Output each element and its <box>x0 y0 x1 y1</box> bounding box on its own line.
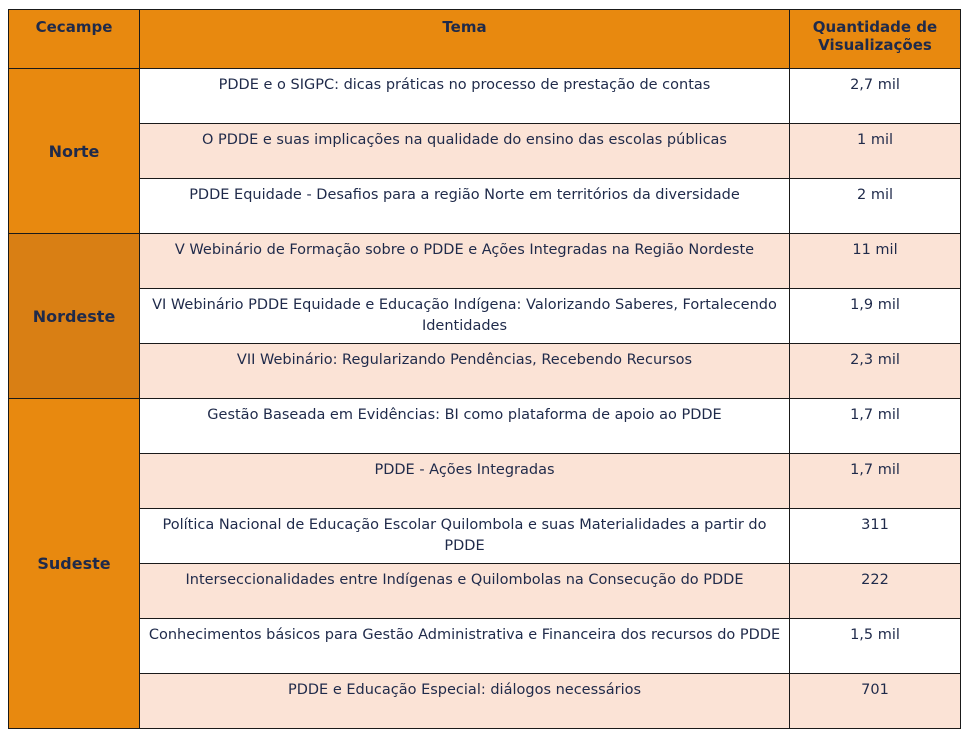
views-cell: 2 mil <box>790 179 961 234</box>
theme-cell: PDDE - Ações Integradas <box>140 454 790 509</box>
theme-cell: Conhecimentos básicos para Gestão Administrativa e Financeira dos recursos do PDDE <box>140 619 790 674</box>
table-row <box>9 69 961 124</box>
group-cell-nordeste: Nordeste <box>9 234 140 399</box>
views-cell: 222 <box>790 564 961 619</box>
table-row <box>9 564 961 619</box>
table-row <box>9 234 961 289</box>
table-row <box>9 454 961 509</box>
views-cell: 1 mil <box>790 124 961 179</box>
theme-cell: PDDE e Educação Especial: diálogos necessários <box>140 674 790 729</box>
theme-cell: PDDE Equidade - Desafios para a região Norte em territórios da diversidade <box>140 179 790 234</box>
header-cecampe: Cecampe <box>9 10 140 69</box>
views-cell: 1,5 mil <box>790 619 961 674</box>
theme-cell: VII Webinário: Regularizando Pendências, Recebendo Recursos <box>140 344 790 399</box>
group-cell-norte: Norte <box>9 69 140 234</box>
views-cell: 11 mil <box>790 234 961 289</box>
header-visualizacoes: Quantidade de Visualizações <box>790 10 961 69</box>
webinar-table <box>8 9 961 729</box>
views-cell: 1,7 mil <box>790 399 961 454</box>
views-cell: 701 <box>790 674 961 729</box>
table-row <box>9 674 961 729</box>
header-tema: Tema <box>140 10 790 69</box>
theme-cell: Gestão Baseada em Evidências: BI como plataforma de apoio ao PDDE <box>140 399 790 454</box>
header-row <box>9 10 961 69</box>
views-cell: 2,3 mil <box>790 344 961 399</box>
views-cell: 2,7 mil <box>790 69 961 124</box>
table-row <box>9 289 961 344</box>
theme-cell: Interseccionalidades entre Indígenas e Quilombolas na Consecução do PDDE <box>140 564 790 619</box>
group-cell-sudeste: Sudeste <box>9 399 140 729</box>
theme-cell: PDDE e o SIGPC: dicas práticas no processo de prestação de contas <box>140 69 790 124</box>
table-row <box>9 399 961 454</box>
theme-cell: Política Nacional de Educação Escolar Quilombola e suas Materialidades a partir do PDDE <box>140 509 790 564</box>
views-cell: 311 <box>790 509 961 564</box>
table-row <box>9 509 961 564</box>
table-row <box>9 124 961 179</box>
table-row <box>9 344 961 399</box>
theme-cell: V Webinário de Formação sobre o PDDE e Ações Integradas na Região Nordeste <box>140 234 790 289</box>
theme-cell: O PDDE e suas implicações na qualidade do ensino das escolas públicas <box>140 124 790 179</box>
views-cell: 1,9 mil <box>790 289 961 344</box>
table-row <box>9 619 961 674</box>
views-cell: 1,7 mil <box>790 454 961 509</box>
table-row <box>9 179 961 234</box>
theme-cell: VI Webinário PDDE Equidade e Educação Indígena: Valorizando Saberes, Fortalecendo Identidades <box>140 289 790 344</box>
